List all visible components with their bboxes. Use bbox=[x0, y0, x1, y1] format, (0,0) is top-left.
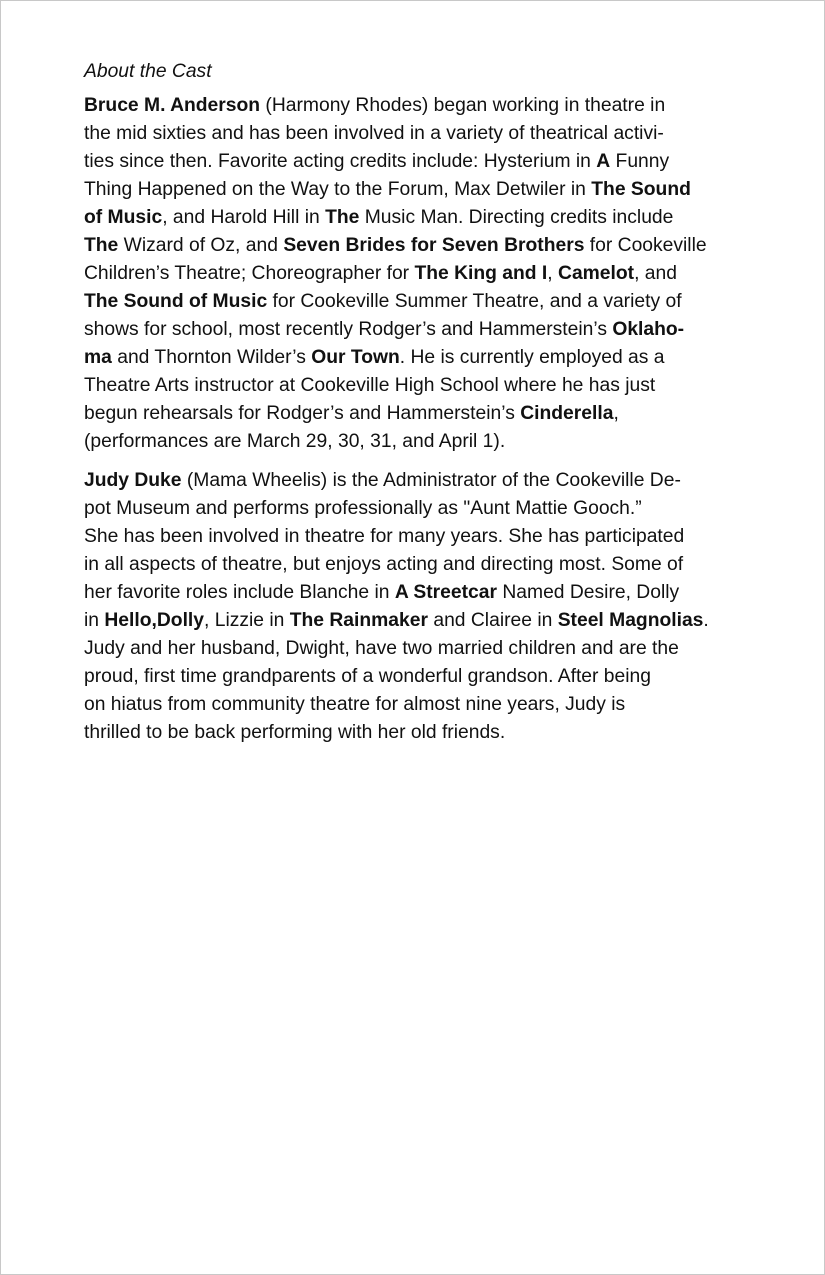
text-run: (performances are March 29, 30, 31, and April 1). bbox=[84, 431, 506, 452]
text-run: Thing Happened on the Way to the Forum, Max Detwiler in bbox=[84, 179, 592, 200]
bold-text-run: The Sound bbox=[591, 179, 691, 200]
bold-text-run: Steel Magnolias bbox=[557, 610, 704, 631]
bold-text-run: of Music bbox=[84, 207, 163, 228]
bio-text-line bbox=[84, 372, 749, 400]
bold-text-run: The Rainmaker bbox=[289, 610, 428, 631]
bio-text-line bbox=[84, 232, 749, 260]
text-run: the mid sixties and has been involved in a variety of theatrical activi- bbox=[84, 123, 664, 144]
text-run: She has been involved in theatre for many years. She has participated bbox=[84, 526, 685, 547]
bold-text-run: The Sound of Music bbox=[84, 291, 268, 312]
bio-text-line bbox=[84, 719, 749, 747]
bold-text-run: The bbox=[84, 235, 119, 256]
text-run: in bbox=[84, 610, 105, 631]
bio-text-line bbox=[84, 288, 749, 316]
text-run: , and bbox=[634, 263, 677, 284]
text-run: proud, first time grandparents of a wonderful grandson. After being bbox=[84, 666, 651, 687]
bold-text-run: ma bbox=[84, 347, 112, 368]
text-run: , Lizzie in bbox=[204, 610, 290, 631]
bold-text-run: The bbox=[325, 207, 360, 228]
bio-text-line bbox=[84, 428, 749, 456]
bio-text-line bbox=[84, 551, 749, 579]
bio-text-line bbox=[84, 176, 749, 204]
bold-text-run: A bbox=[596, 151, 611, 172]
text-run: in all aspects of theatre, but enjoys acting and directing most. Some of bbox=[84, 554, 684, 575]
cast-bio-paragraph bbox=[84, 92, 749, 456]
text-run: Children’s Theatre; Choreographer for bbox=[84, 263, 415, 284]
bio-text-line bbox=[84, 316, 749, 344]
bold-text-run: Camelot bbox=[558, 263, 635, 284]
text-run: (Mama Wheelis) is the Administrator of the Cookeville De- bbox=[181, 470, 681, 491]
bold-text-run: Seven Brides for Seven Brothers bbox=[283, 235, 585, 256]
bio-text-line bbox=[84, 523, 749, 551]
bio-text-line bbox=[84, 691, 749, 719]
bio-text-line bbox=[84, 495, 749, 523]
bio-text-line bbox=[84, 92, 749, 120]
bold-text-run: Cinderella bbox=[520, 403, 614, 424]
text-run: Funny bbox=[610, 151, 670, 172]
bio-text-line bbox=[84, 120, 749, 148]
text-run: her favorite roles include Blanche in bbox=[84, 582, 395, 603]
text-run: for Cookeville bbox=[584, 235, 707, 256]
text-run: , bbox=[547, 263, 559, 284]
text-run: Named Desire, Dolly bbox=[497, 582, 680, 603]
section-heading: About the Cast bbox=[84, 61, 212, 82]
bio-text-line bbox=[84, 607, 749, 635]
bio-text-line bbox=[84, 579, 749, 607]
text-run: ties since then. Favorite acting credits include: Hysterium in bbox=[84, 151, 597, 172]
bold-text-run: The King and I bbox=[414, 263, 548, 284]
bold-text-run: Judy Duke bbox=[84, 470, 182, 491]
text-run: thrilled to be back performing with her old friends. bbox=[84, 722, 506, 743]
bio-text-line bbox=[84, 260, 749, 288]
bio-text-line bbox=[84, 344, 749, 372]
text-run: Music Man. Directing credits include bbox=[359, 207, 674, 228]
bold-text-run: Our Town bbox=[311, 347, 400, 368]
page-content bbox=[84, 58, 749, 747]
text-run: , bbox=[613, 403, 619, 424]
text-run: . He is currently employed as a bbox=[399, 347, 665, 368]
text-run: and Clairee in bbox=[428, 610, 558, 631]
bold-text-run: A Streetcar bbox=[394, 582, 497, 603]
bio-text-line bbox=[84, 400, 749, 428]
bold-text-run: Oklaho- bbox=[612, 319, 685, 340]
cast-bio-paragraph bbox=[84, 467, 749, 747]
bio-text-line bbox=[84, 635, 749, 663]
cast-bios bbox=[84, 92, 749, 747]
text-run: begun rehearsals for Rodger’s and Hammerstein’s bbox=[84, 403, 521, 424]
text-run: (Harmony Rhodes) began working in theatre in bbox=[260, 95, 666, 116]
text-run: Judy and her husband, Dwight, have two married children and are the bbox=[84, 638, 679, 659]
text-run: and Thornton Wilder’s bbox=[111, 347, 312, 368]
text-run: on hiatus from community theatre for almost nine years, Judy is bbox=[84, 694, 626, 715]
text-run: . bbox=[703, 610, 709, 631]
bio-text-line bbox=[84, 467, 749, 495]
text-run: for Cookeville Summer Theatre, and a variety of bbox=[267, 291, 682, 312]
bold-text-run: Bruce M. Anderson bbox=[84, 95, 261, 116]
text-run: shows for school, most recently Rodger’s and Hammerstein’s bbox=[84, 319, 613, 340]
bio-text-line bbox=[84, 148, 749, 176]
text-run: , and Harold Hill in bbox=[162, 207, 326, 228]
text-run: Theatre Arts instructor at Cookeville High School where he has just bbox=[84, 375, 656, 396]
bold-text-run: Hello,Dolly bbox=[104, 610, 205, 631]
text-run: pot Museum and performs professionally as "Aunt Mattie Gooch.” bbox=[84, 498, 642, 519]
text-run: Wizard of Oz, and bbox=[118, 235, 284, 256]
bio-text-line bbox=[84, 663, 749, 691]
bio-text-line bbox=[84, 204, 749, 232]
